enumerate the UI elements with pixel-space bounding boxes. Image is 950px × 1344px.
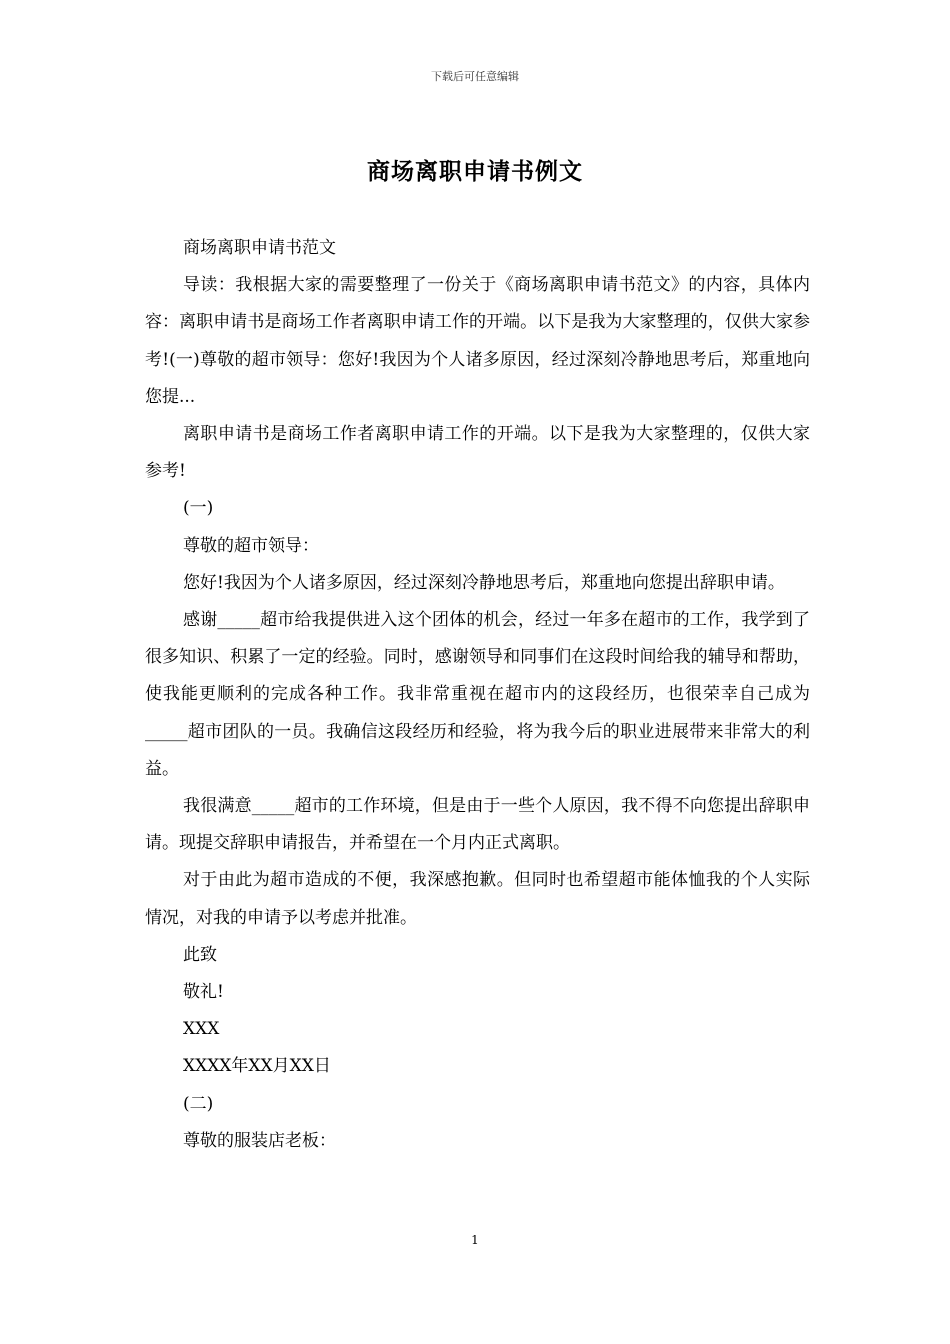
paragraph-subtitle: 商场离职申请书范文 <box>183 238 336 258</box>
salutation-1: 尊敬的超市领导： <box>183 535 319 556</box>
page-number: 1 <box>471 1233 479 1247</box>
paragraph-greeting: 您好!我因为个人诸多原因，经过深刻冷静地思考后，郑重地向您提出辞职申请。 <box>183 572 785 593</box>
signature-date: XXXX年XX月XX日 <box>183 1056 331 1077</box>
document-title: 商场离职申请书例文 <box>367 158 583 185</box>
paragraph-intro: 导读：我根据大家的需要整理了一份关于《商场离职申请书范文》的内容，具体内容：离职申请书是商场工作者离职申请工作的开端。以下是我为大家整理的，仅供大家参考!(一)尊敬的超市领导：您好!我因为个人诸多原因，经过深刻冷静地思考后，郑重地向您提... <box>145 275 810 407</box>
page-header-note: 下载后可任意编辑 <box>431 70 519 83</box>
paragraph-summary: 离职申请书是商场工作者离职申请工作的开端。以下是我为大家整理的，仅供大家参考! <box>145 424 810 482</box>
document-body <box>145 230 810 1160</box>
closing-line: 此致 <box>183 944 217 965</box>
section-heading-1: (一) <box>183 498 214 519</box>
paragraph-thanks: 感谢_____超市给我提供进入这个团体的机会，经过一年多在超市的工作，我学到了很多知识、积累了一定的经验。同时，感谢领导和同事们在这段时间给我的辅导和帮助，使我能更顺利的完成各种工作。我非常重视在超市内的这段经历，也很荣幸自己成为_____超市团队的一员。我确信这段经历和经验，将为我今后的职业进展带来非常大的利益。 <box>145 610 810 779</box>
paragraph-apology: 对于由此为超市造成的不便，我深感抱歉。但同时也希望超市能体恤我的个人实际情况，对我的申请予以考虑并批准。 <box>145 870 810 928</box>
signature-name: XXX <box>183 1019 220 1040</box>
paragraph-reason: 我很满意_____超市的工作环境，但是由于一些个人原因，我不得不向您提出辞职申请。现提交辞职申请报告，并希望在一个月内正式离职。 <box>145 796 810 854</box>
section-heading-2: (二) <box>183 1093 214 1114</box>
salutation-2: 尊敬的服装店老板： <box>183 1130 336 1151</box>
closing-regards: 敬礼! <box>183 982 224 1003</box>
